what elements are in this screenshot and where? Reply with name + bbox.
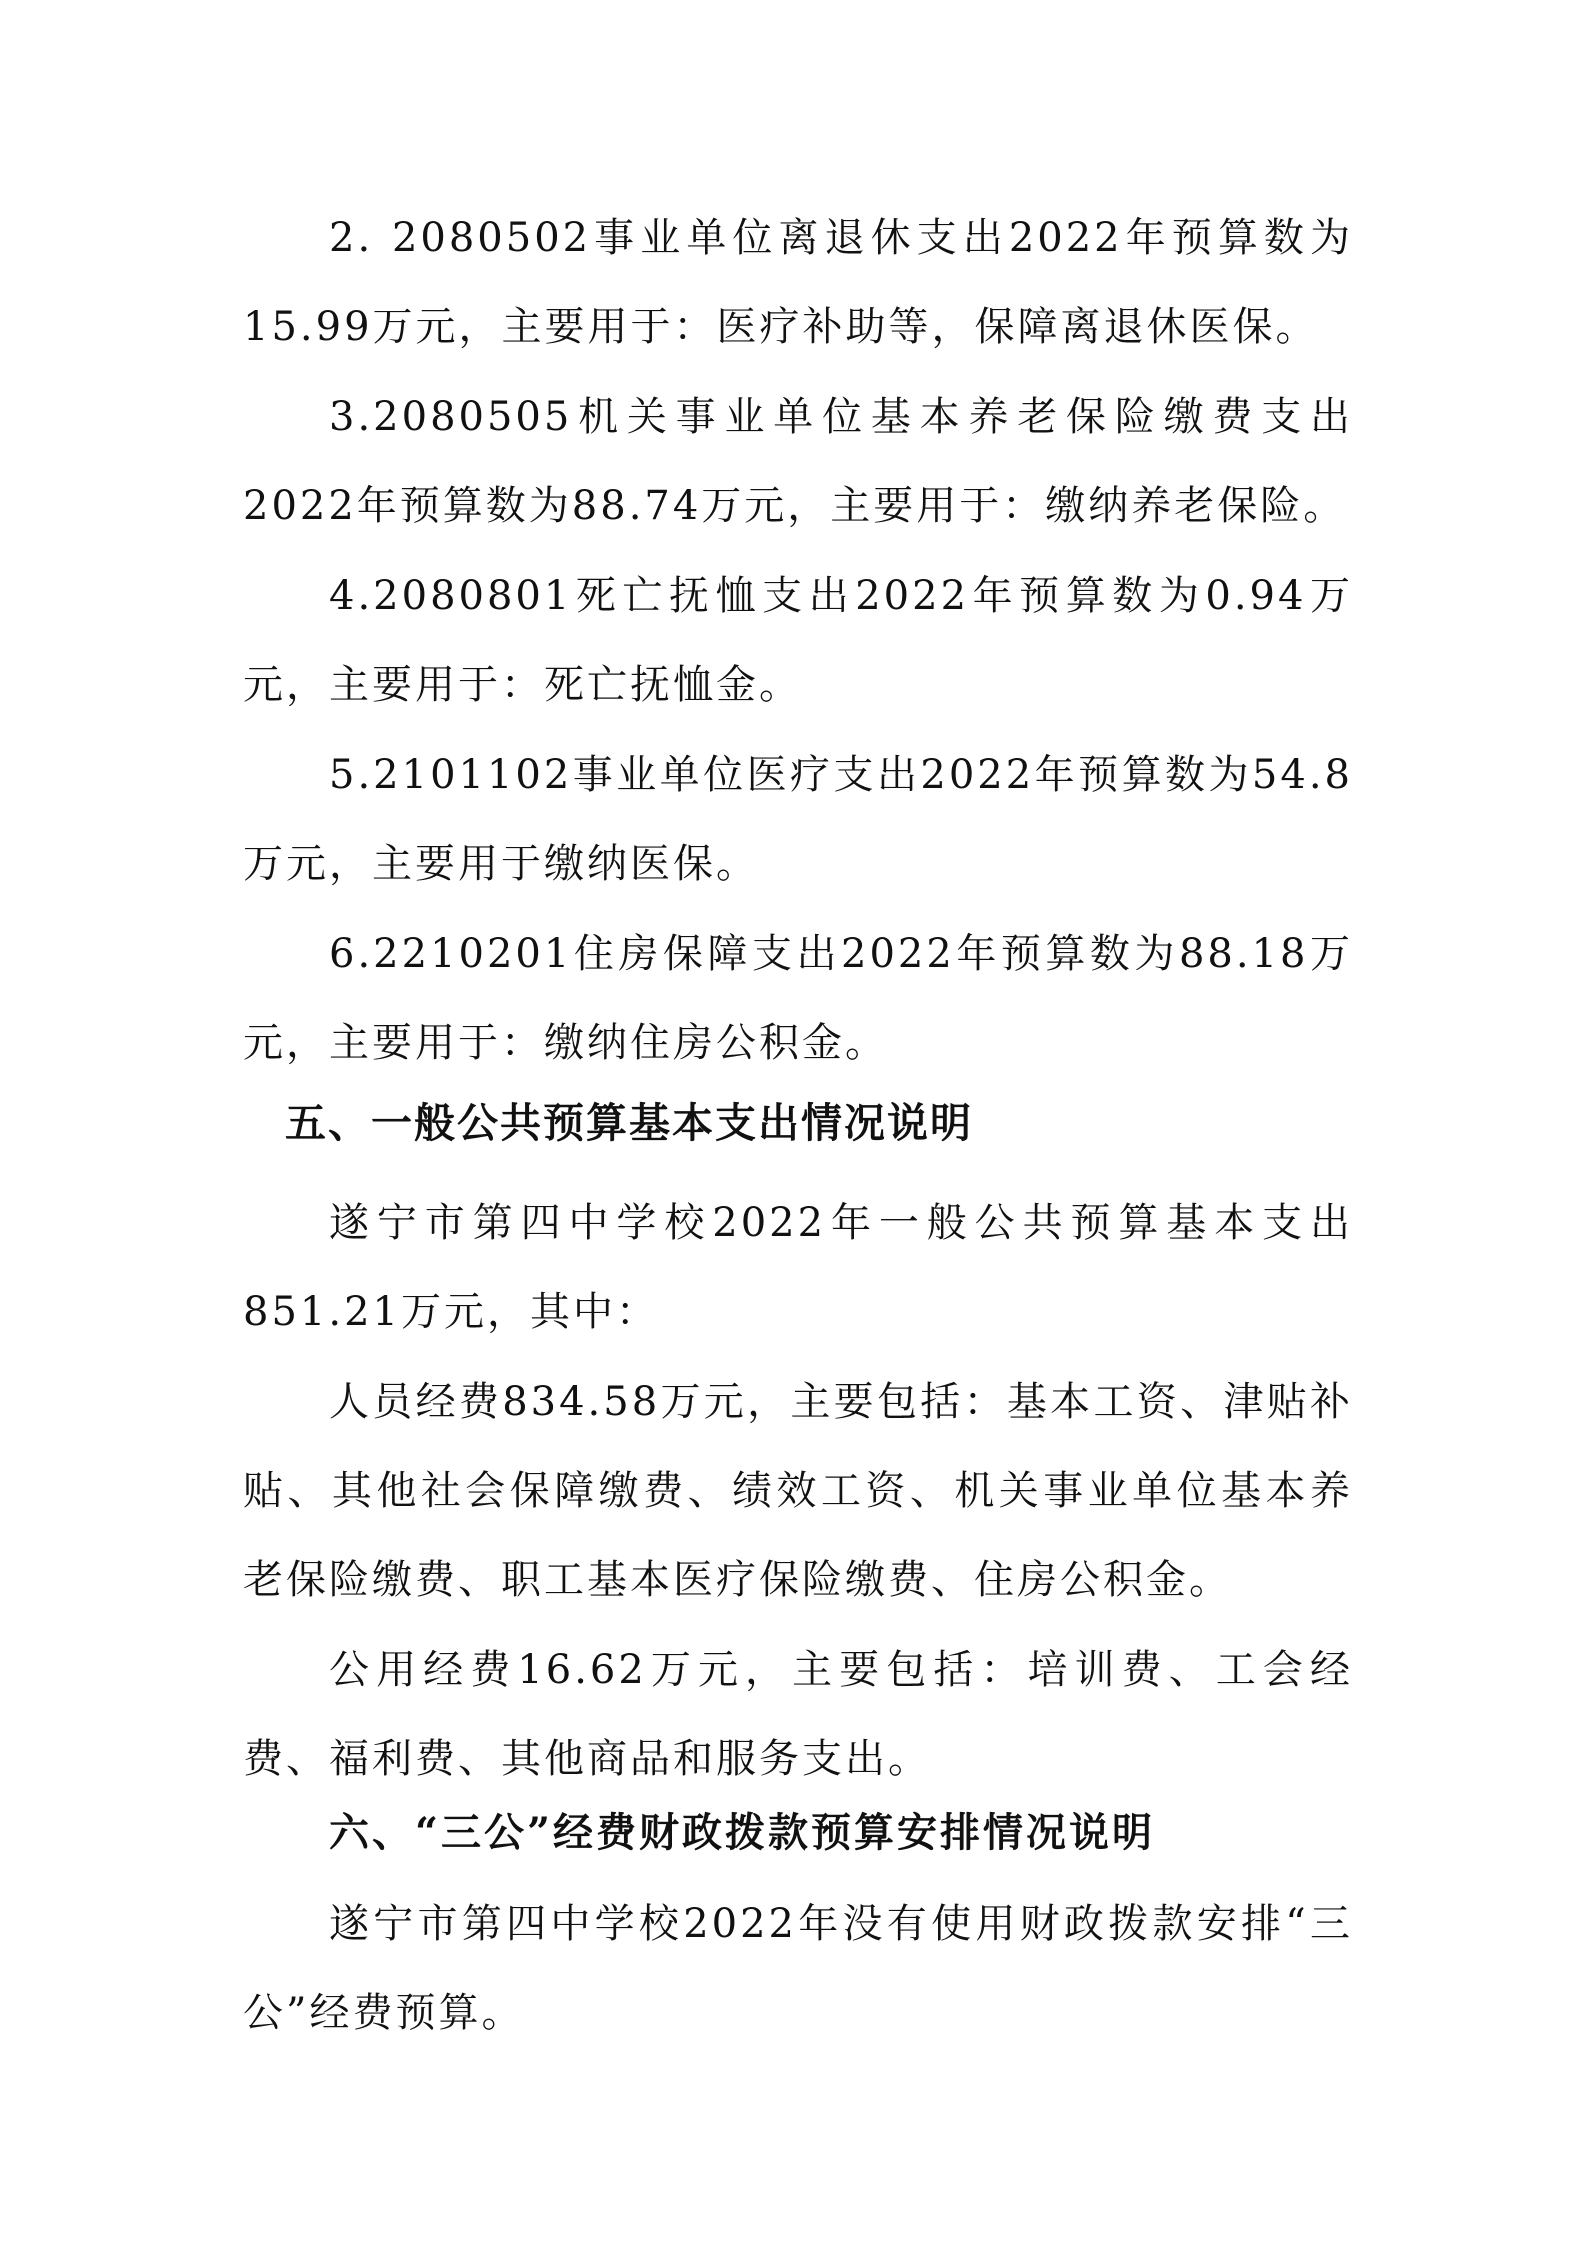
section-5-heading: 五、一般公共预算基本支出情况说明: [285, 1099, 973, 1147]
section-5-personnel-expenses: 人员经费834.58万元，主要包括：基本工资、津贴补贴、其他社会保障缴费、绩效工资、机关事业单位基本养老保险缴费、职工基本医疗保险缴费、住房公积金。: [243, 1379, 1353, 1603]
paragraph-item-5: 5.2101102事业单位医疗支出2022年预算数为54.8万元，主要用于缴纳医保。: [243, 752, 1353, 887]
section-6-body: 遂宁市第四中学校2022年没有使用财政拨款安排“三公”经费预算。: [243, 1901, 1353, 2036]
paragraph-item-2: 2. 2080502事业单位离退休支出2022年预算数为15.99万元，主要用于：医疗补助等，保障离退休医保。: [243, 215, 1353, 350]
section-5-public-expenses: 公用经费16.62万元，主要包括：培训费、工会经费、福利费、其他商品和服务支出。: [243, 1647, 1353, 1782]
paragraph-item-6: 6.2210201住房保障支出2022年预算数为88.18万元，主要用于：缴纳住房公积金。: [243, 931, 1353, 1066]
paragraph-item-3: 3.2080505机关事业单位基本养老保险缴费支出2022年预算数为88.74万元，主要用于：缴纳养老保险。: [243, 394, 1353, 529]
paragraph-item-4: 4.2080801死亡抚恤支出2022年预算数为0.94万元，主要用于：死亡抚恤金。: [243, 573, 1353, 708]
section-6-heading: 六、“三公”经费财政拨款预算安排情况说明: [329, 1809, 1156, 1856]
section-5-intro: 遂宁市第四中学校2022年一般公共预算基本支出851.21万元，其中：: [243, 1200, 1353, 1335]
